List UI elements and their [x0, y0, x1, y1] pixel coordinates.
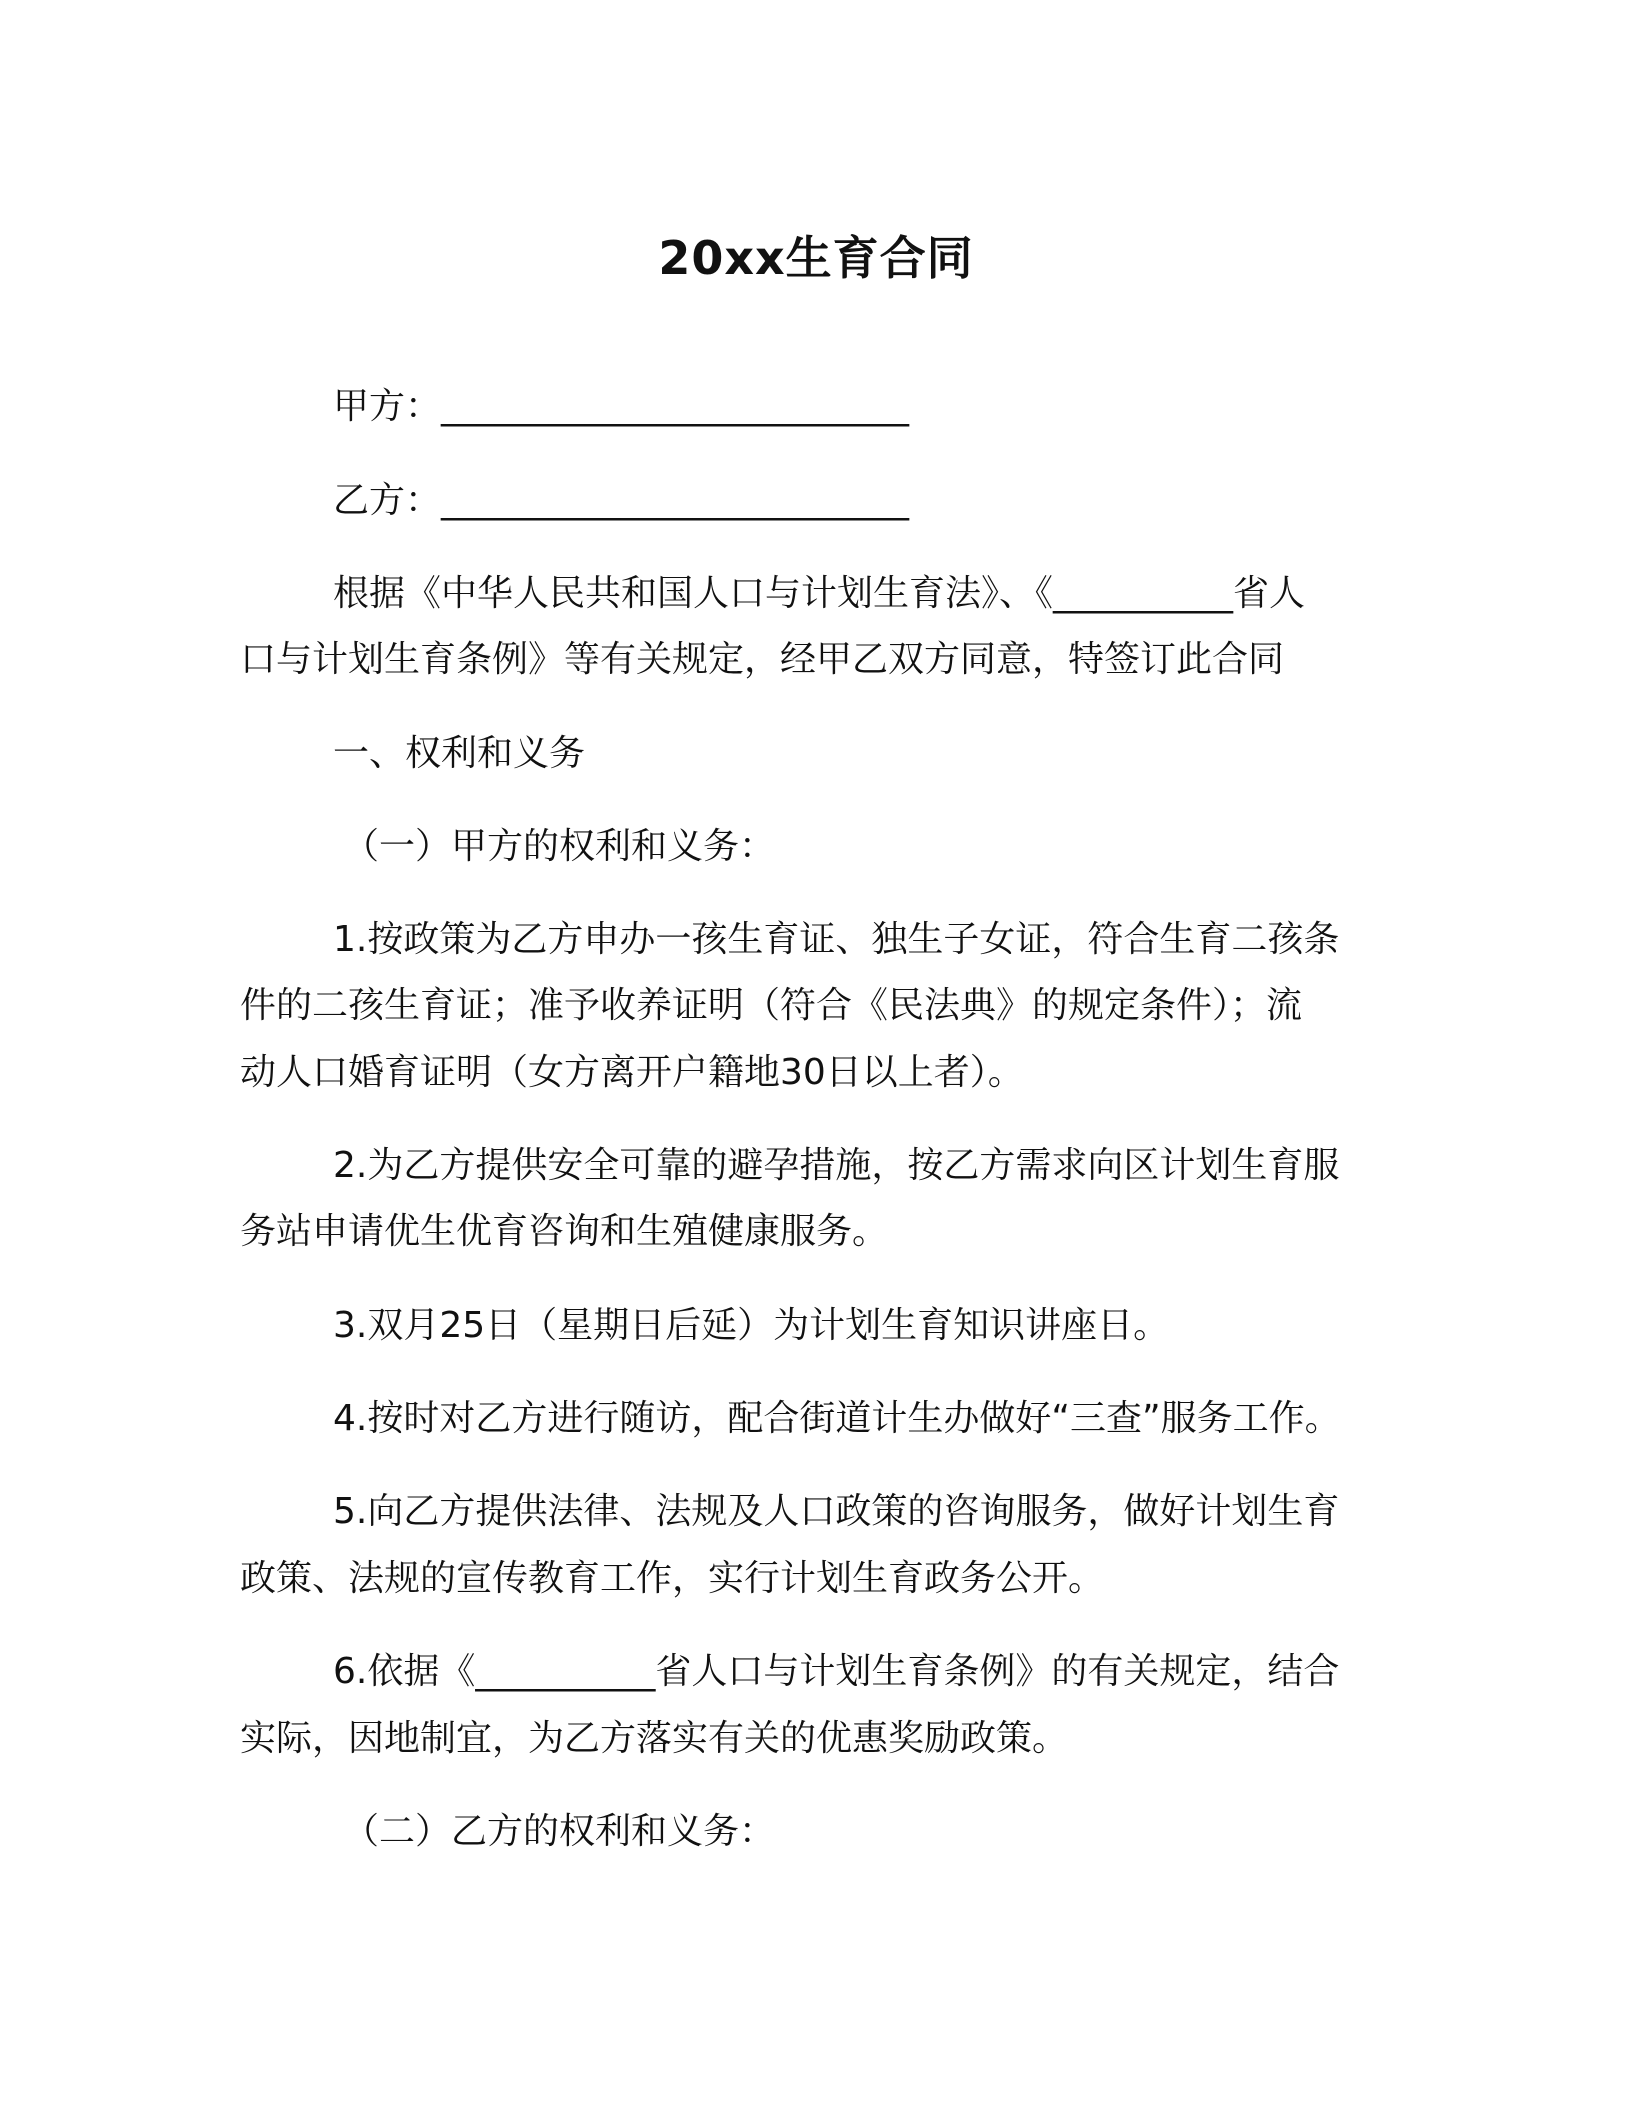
document-title: 20xx生育合同 [658, 231, 974, 285]
item-1-line-1: 1.按政策为乙方申办一孩生育证、独生子女证，符合生育二孩条 [333, 919, 1340, 960]
party-b-label: 乙方： [333, 480, 442, 521]
item-6-line-1: 6.依据《__________省人口与计划生育条例》的有关规定，结合 [333, 1651, 1340, 1692]
item-4-line-1: 4.按时对乙方进行随访，配合街道计生办做好“三查”服务工作。 [333, 1398, 1341, 1439]
item-2-line-2: 务站申请优生优育咨询和生殖健康服务。 [240, 1211, 889, 1252]
item-1-line-3: 动人口婚育证明（女方离开户籍地30日以上者）。 [240, 1052, 1024, 1093]
preamble-line-2: 口与计划生育条例》等有关规定，经甲乙双方同意，特签订此合同 [240, 639, 1285, 680]
subsection-heading-b: （二）乙方的权利和义务： [343, 1811, 776, 1852]
item-1-line-2: 件的二孩生育证；准予收养证明（符合《民法典》的规定条件）；流 [240, 985, 1303, 1026]
subsection-heading-a: （一）甲方的权利和义务： [343, 826, 776, 867]
item-6-line-2: 实际，因地制宜，为乙方落实有关的优惠奖励政策。 [240, 1718, 1069, 1759]
item-5-line-2: 政策、法规的宣传教育工作，实行计划生育政务公开。 [240, 1558, 1105, 1599]
party-b-blank: __________________________ [441, 480, 910, 521]
party-a-blank: __________________________ [441, 386, 910, 427]
preamble-line-1: 根据《中华人民共和国人口与计划生育法》、《__________省人 [333, 573, 1306, 614]
party-a-line [333, 384, 1493, 430]
item-2-line-1: 2.为乙方提供安全可靠的避孕措施，按乙方需求向区计划生育服 [333, 1145, 1340, 1186]
party-b-line [333, 478, 1493, 524]
item-3-line-1: 3.双月25日（星期日后延）为计划生育知识讲座日。 [333, 1305, 1170, 1346]
party-a-label: 甲方： [333, 386, 442, 427]
section-heading: 一、权利和义务 [333, 733, 586, 774]
item-5-line-1: 5.向乙方提供法律、法规及人口政策的咨询服务，做好计划生育 [333, 1491, 1340, 1532]
